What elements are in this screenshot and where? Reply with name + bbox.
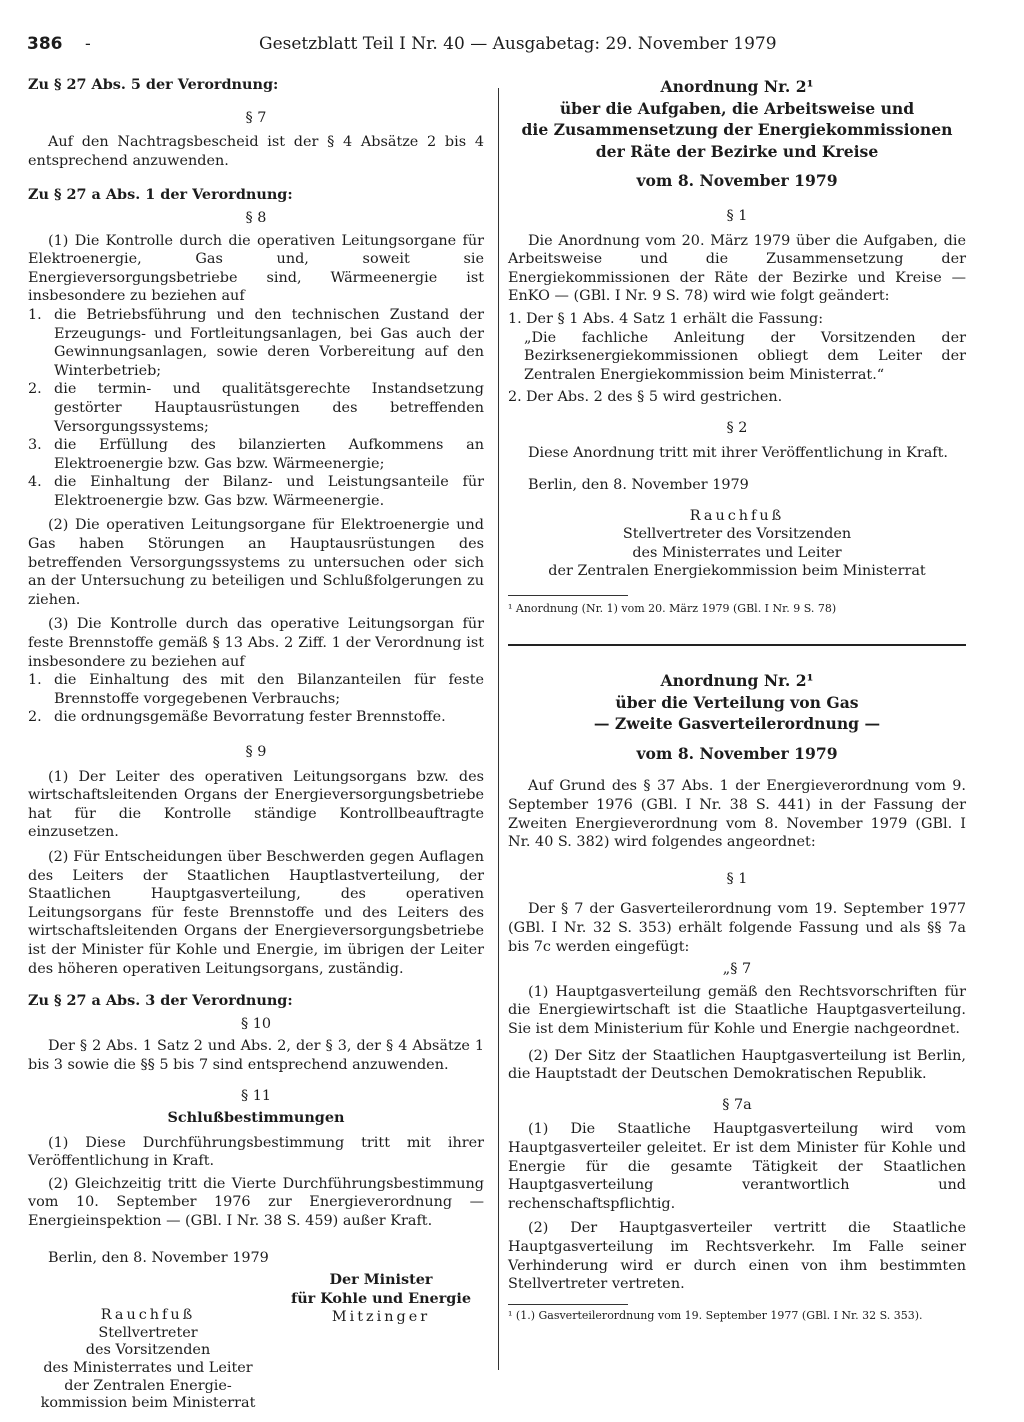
- paragraph: Auf den Nachtragsbescheid ist der § 4 Absätze 2 bis 4 entsprechend anzuwenden.: [28, 134, 484, 169]
- paragraph: (3) Die Kontrolle durch das operative Leitungsorgan für feste Brennstoffe gemäß § 13 Abs. 2 Ziff. 1 der Verordnung ist insbesondere zu beziehen auf: [28, 616, 484, 670]
- column-divider: [498, 88, 499, 1370]
- signatory-name: Rauchfuß: [100, 1307, 196, 1324]
- reference-heading: Zu § 27 a Abs. 3 der Verordnung:: [28, 992, 293, 1010]
- list-item: 2. die ordnungsgemäße Bevorratung fester Brennstoffe.: [28, 709, 446, 726]
- section-heading: § 1: [726, 207, 748, 224]
- section-separator: [508, 644, 966, 646]
- right-column: [508, 76, 966, 1323]
- signature-left: [28, 1307, 268, 1413]
- footnote-rule: [508, 595, 628, 596]
- list-item: 4. die Einhaltung der Bilanz- und Leistungsanteile für Elektroenergie bzw. Gas bzw. Wärmeenergie.: [28, 474, 484, 509]
- title-line: Anordnung Nr. 2¹: [660, 671, 814, 691]
- signatory-title-line: für Kohle und Energie: [291, 1289, 471, 1307]
- quoted-text: „Die fachliche Anleitung der Vorsitzenden der Bezirksenergiekommissionen obliegt dem Leiter der Zentralen Energiekommission beim Ministerrat.“: [524, 329, 966, 383]
- place-date: Berlin, den 8. November 1979: [528, 477, 749, 494]
- paragraph: (2) Der Hauptgasverteiler vertritt die Staatliche Hauptgasverteilung im Rechtsverkehr. Im Falle seiner Verhinderung wird er durch einen von ihm bestimmten Stellvertreter vertreten.: [508, 1220, 966, 1293]
- place-date: Berlin, den 8. November 1979: [48, 1249, 269, 1266]
- footnote: ¹ Anordnung (Nr. 1) vom 20. März 1979 (GBl. I Nr. 9 S. 78): [508, 602, 837, 616]
- paragraph: (1) Die Staatliche Hauptgasverteilung wird vom Hauptgasverteiler geleitet. Er ist dem Minister für Kohle und Energie für die gesamte Tätigkeit der Staatlichen Hauptgasverteilung verantwortlich und rechenschaftspflichtig.: [508, 1121, 966, 1212]
- paragraph: (2) Für Entscheidungen über Beschwerden gegen Auflagen des Leiters der Staatlichen Hauptlastverteilung, der Staatlichen Hauptgasverteilung, des operativen Leitungsorgans für feste Brennstoffe und des Leiters des wirtschaftsleitenden Organs der Energieversorgungsbetriebe ist der Minister für Kohle und Energie, im übrigen der Leiter des höheren operativen Leitungsorgans, zuständig.: [28, 848, 484, 977]
- list-item: 3. die Erfüllung des bilanzierten Aufkommens an Elektroenergie bzw. Gas bzw. Wärmeenergie;: [28, 437, 484, 472]
- signatory-title-line: der Zentralen Energiekommission beim Ministerrat: [548, 563, 926, 580]
- reference-heading: Zu § 27 Abs. 5 der Verordnung:: [28, 76, 279, 93]
- list-item: 2. Der Abs. 2 des § 5 wird gestrichen.: [508, 389, 783, 406]
- section-heading: § 7a: [722, 1096, 752, 1113]
- ordinance-title: [508, 76, 966, 162]
- paragraph: (2) Die operativen Leitungsorgane für Elektroenergie und Gas haben Störungen an Hauptausrüstungen des betreffenden Versorgungssystems zu untersuchen oder sich an der Untersuchung zu beteiligen und Schlußfolgerungen zu ziehen.: [28, 517, 484, 608]
- section-heading: § 2: [726, 419, 748, 436]
- paragraph: Auf Grund des § 37 Abs. 1 der Energieverordnung vom 9. September 1976 (GBl. I Nr. 38 S. 441) in der Fassung der Zweiten Energieverordnung vom 8. November 1979 (GBl. I Nr. 40 S. 382) wird folgendes angeordnet:: [508, 778, 966, 851]
- title-line: über die Aufgaben, die Arbeitsweise und: [559, 98, 915, 118]
- section-heading: § 9: [245, 744, 267, 760]
- ordinance-date: vom 8. November 1979: [636, 743, 838, 763]
- footnote: ¹ (1.) Gasverteilerordnung vom 19. September 1977 (GBl. I Nr. 32 S. 353).: [508, 1308, 923, 1322]
- paragraph: Der § 2 Abs. 1 Satz 2 und Abs. 2, der § 3, der § 4 Absätze 1 bis 3 sowie die §§ 5 bis 7 sind entsprechend anzuwenden.: [28, 1038, 484, 1073]
- section-heading: § 8: [245, 209, 267, 226]
- paragraph: (1) Die Kontrolle durch die operativen Leitungsorgane für Elektroenergie, Gas und, soweit sie Energieversorgungsbetriebe sind, Wärmeenergie ist insbesondere zu beziehen auf: [28, 232, 484, 305]
- header-dash: -: [85, 34, 91, 54]
- header-title: Gesetzblatt Teil I Nr. 40 — Ausgabetag: 29. November 1979: [259, 34, 777, 54]
- ordinance-date: vom 8. November 1979: [636, 171, 838, 191]
- signatory-title-line: Der Minister: [329, 1271, 433, 1289]
- title-line: — Zweite Gasverteilerordnung —: [593, 714, 881, 734]
- title-line: über die Verteilung von Gas: [615, 692, 859, 712]
- signature-block: [508, 507, 966, 581]
- list-item: 1. Der § 1 Abs. 4 Satz 1 erhält die Fassung:: [508, 310, 824, 327]
- signatory-title-line: der Zentralen Energie-: [64, 1377, 232, 1394]
- signature-right: [286, 1271, 476, 1327]
- left-column: [28, 76, 484, 1421]
- paragraph: (1) Der Leiter des operativen Leitungsorgans bzw. des wirtschaftsleitenden Organs der Energieversorgungsbetriebe hat für die Kontrolle ständige Kontrollbeauftragte einzusetzen.: [28, 768, 484, 841]
- list-item: 2. die termin- und qualitätsgerechte Instandsetzung gestörter Hauptausrüstungen des betreffenden Versorgungssystems;: [28, 381, 484, 435]
- section-heading: § 1: [726, 870, 748, 887]
- paragraph: Der § 7 der Gasverteilerordnung vom 19. September 1977 (GBl. I Nr. 32 S. 353) erhält folgende Fassung und als §§ 7a bis 7c werden eingefügt:: [508, 901, 966, 955]
- page-number: 386: [27, 34, 63, 54]
- signature-block: [28, 1271, 484, 1421]
- signatory-title-line: des Ministerrates und Leiter: [43, 1360, 253, 1377]
- section-heading: § 10: [240, 1015, 272, 1032]
- paragraph: (1) Diese Durchführungsbestimmung tritt mit ihrer Veröffentlichung in Kraft.: [28, 1134, 484, 1170]
- title-line: die Zusammensetzung der Energiekommissionen: [521, 120, 953, 140]
- paragraph: Die Anordnung vom 20. März 1979 über die Aufgaben, die Arbeitsweise und die Zusammensetzung der Energiekommissionen der Räte der Bezirke und Kreise — EnKO — (GBl. I Nr. 9 S. 78) wird wie folgt geändert:: [508, 232, 966, 305]
- signatory-title-line: Stellvertreter des Vorsitzenden: [622, 526, 852, 543]
- ordinance-title: [508, 670, 966, 735]
- signatory-title-line: des Vorsitzenden: [85, 1342, 211, 1359]
- paragraph: (2) Gleichzeitig tritt die Vierte Durchführungsbestimmung vom 10. September 1976 zur Energieverordnung — Energieinspektion — (GBl. I Nr. 38 S. 459) außer Kraft.: [28, 1175, 484, 1230]
- footnote-rule: [508, 1304, 628, 1305]
- paragraph: (1) Hauptgasverteilung gemäß den Rechtsvorschriften für die Energiewirtschaft ist die Staatliche Hauptgasverteilung. Sie ist dem Ministerium für Kohle und Energie nachgeordnet.: [508, 983, 966, 1037]
- paragraph: (2) Der Sitz der Staatlichen Hauptgasverteilung ist Berlin, die Hauptstadt der Deutschen Demokratischen Republik.: [508, 1047, 966, 1083]
- signatory-title-line: Stellvertreter: [98, 1324, 198, 1341]
- title-line: der Räte der Bezirke und Kreise: [595, 141, 879, 161]
- signatory-title-line: kommission beim Ministerrat: [40, 1395, 256, 1412]
- section-heading: „§ 7: [722, 961, 752, 978]
- list-item: 1. die Betriebsführung und den technischen Zustand der Erzeugungs- und Fortleitungsanlagen, bei Gas auch der Gewinnungsanlagen, sowie deren Vorbereitung auf den Winterbetrieb;: [28, 306, 484, 379]
- paragraph: Diese Anordnung tritt mit ihrer Veröffentlichung in Kraft.: [528, 444, 948, 461]
- section-heading: § 11: [240, 1087, 272, 1104]
- page-header: [27, 30, 997, 58]
- signatory-title-line: des Ministerrates und Leiter: [632, 544, 842, 561]
- reference-heading: Zu § 27 a Abs. 1 der Verordnung:: [28, 186, 293, 204]
- section-title: Schlußbestimmungen: [167, 1109, 345, 1127]
- signatory-name: Rauchfuß: [689, 507, 785, 524]
- signatory-name: Mitzinger: [331, 1309, 431, 1326]
- section-heading: § 7: [245, 109, 267, 126]
- title-line: Anordnung Nr. 2¹: [660, 77, 814, 96]
- list-item: 1. die Einhaltung des mit den Bilanzanteilen für feste Brennstoffe vorgegebenen Verbrauchs;: [28, 672, 484, 707]
